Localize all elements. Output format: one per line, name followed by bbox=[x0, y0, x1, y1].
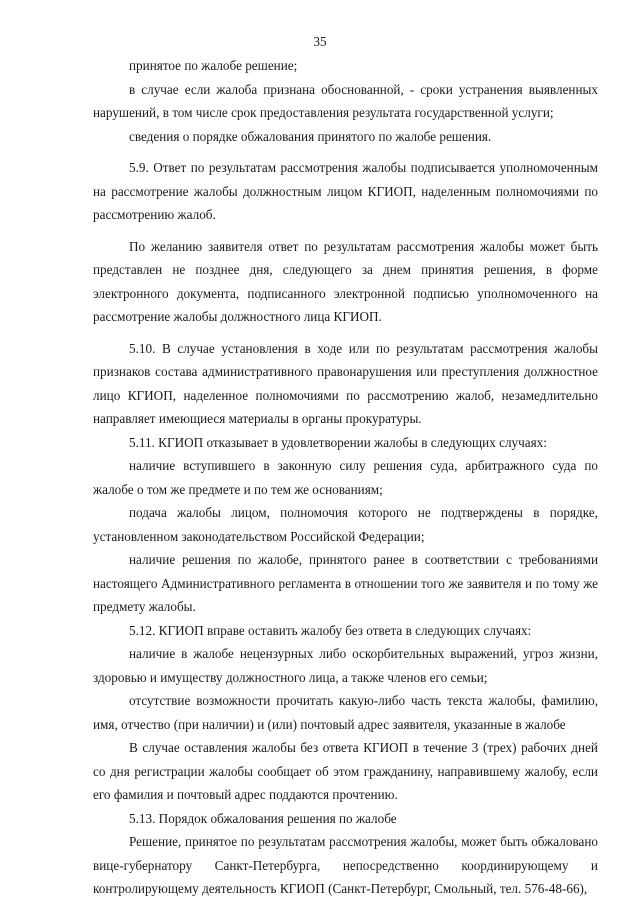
paragraph-5-12: 5.12. КГИОП вправе оставить жалобу без ответа в следующих случаях: bbox=[129, 622, 532, 638]
document-body bbox=[93, 54, 598, 901]
paragraph-deadlines: в случае если жалоба признана обоснованной, - сроки устранения выявленных нарушений, в том числе срок предоставления результата государственной услуги; bbox=[93, 81, 598, 120]
paragraph-unreadable: отсутствие возможности прочитать какую-либо часть текста жалобы, фамилию, имя, отчество (при наличии) и (или) почтовый адрес заявителя, указанные в жалобе bbox=[93, 693, 598, 732]
paragraph-decision: принятое по жалобе решение; bbox=[129, 58, 298, 73]
paragraph-5-9: 5.9. Ответ по результатам рассмотрения жалобы подписывается уполномоченным на рассмотрение жалобы должностным лицом КГИОП, наделенным полномочиями по рассмотрению жалоб. bbox=[93, 160, 598, 222]
paragraph-previous-decision: наличие решения по жалобе, принятого ранее в соответствии с требованиями настоящего Административного регламента в отношении того же заявителя и по тому же предмету жалобы. bbox=[93, 552, 598, 614]
paragraph-5-10: 5.10. В случае установления в ходе или по результатам рассмотрения жалобы признаков состава административного правонарушения или преступления должностное лицо КГИОП, наделенное полномочиями по рассмотрению жалоб, незамедлительно направляет имеющиеся материалы в органы прокуратуры. bbox=[93, 340, 598, 426]
page-number: 35 bbox=[313, 34, 327, 49]
paragraph-electronic-answer: По желанию заявителя ответ по результатам рассмотрения жалобы может быть представлен не позднее дня, следующего за днем принятия решения, в форме электронного документа, подписанного электронной подписью уполномоченного на рассмотрение жалобы должностного лица КГИОП. bbox=[93, 238, 598, 324]
paragraph-no-authority: подача жалобы лицом, полномочия которого не подтверждены в порядке, установленном законодательством Российской Федерации; bbox=[93, 505, 598, 544]
paragraph-appeal-procedure: Решение, принятое по результатам рассмотрения жалобы, может быть обжаловано вице-губернатору Санкт-Петербурга, непосредственно координирующему и контролирующему деятельность КГИОП (Санкт-Петербург, Смольный, тел. 576-48-66), bbox=[93, 834, 598, 896]
paragraph-5-11: 5.11. КГИОП отказывает в удовлетворении жалобы в следующих случаях: bbox=[129, 434, 547, 450]
paragraph-5-13: 5.13. Порядок обжалования решения по жалобе bbox=[129, 810, 397, 826]
paragraph-notification: В случае оставления жалобы без ответа КГИОП в течение 3 (трех) рабочих дней со дня регистрации жалобы сообщает об этом гражданину, направившему жалобу, если его фамилия и почтовый адрес поддаются прочтению. bbox=[93, 740, 598, 802]
paragraph-appeal-info: сведения о порядке обжалования принятого по жалобе решения. bbox=[129, 128, 492, 144]
paragraph-obscene-language: наличие в жалобе нецензурных либо оскорбительных выражений, угроз жизни, здоровью и имуществу должностного лица, а также членов его семьи; bbox=[93, 646, 598, 685]
paragraph-court-decision: наличие вступившего в законную силу решения суда, арбитражного суда по жалобе о том же предмете и по тем же основаниям; bbox=[93, 458, 598, 497]
